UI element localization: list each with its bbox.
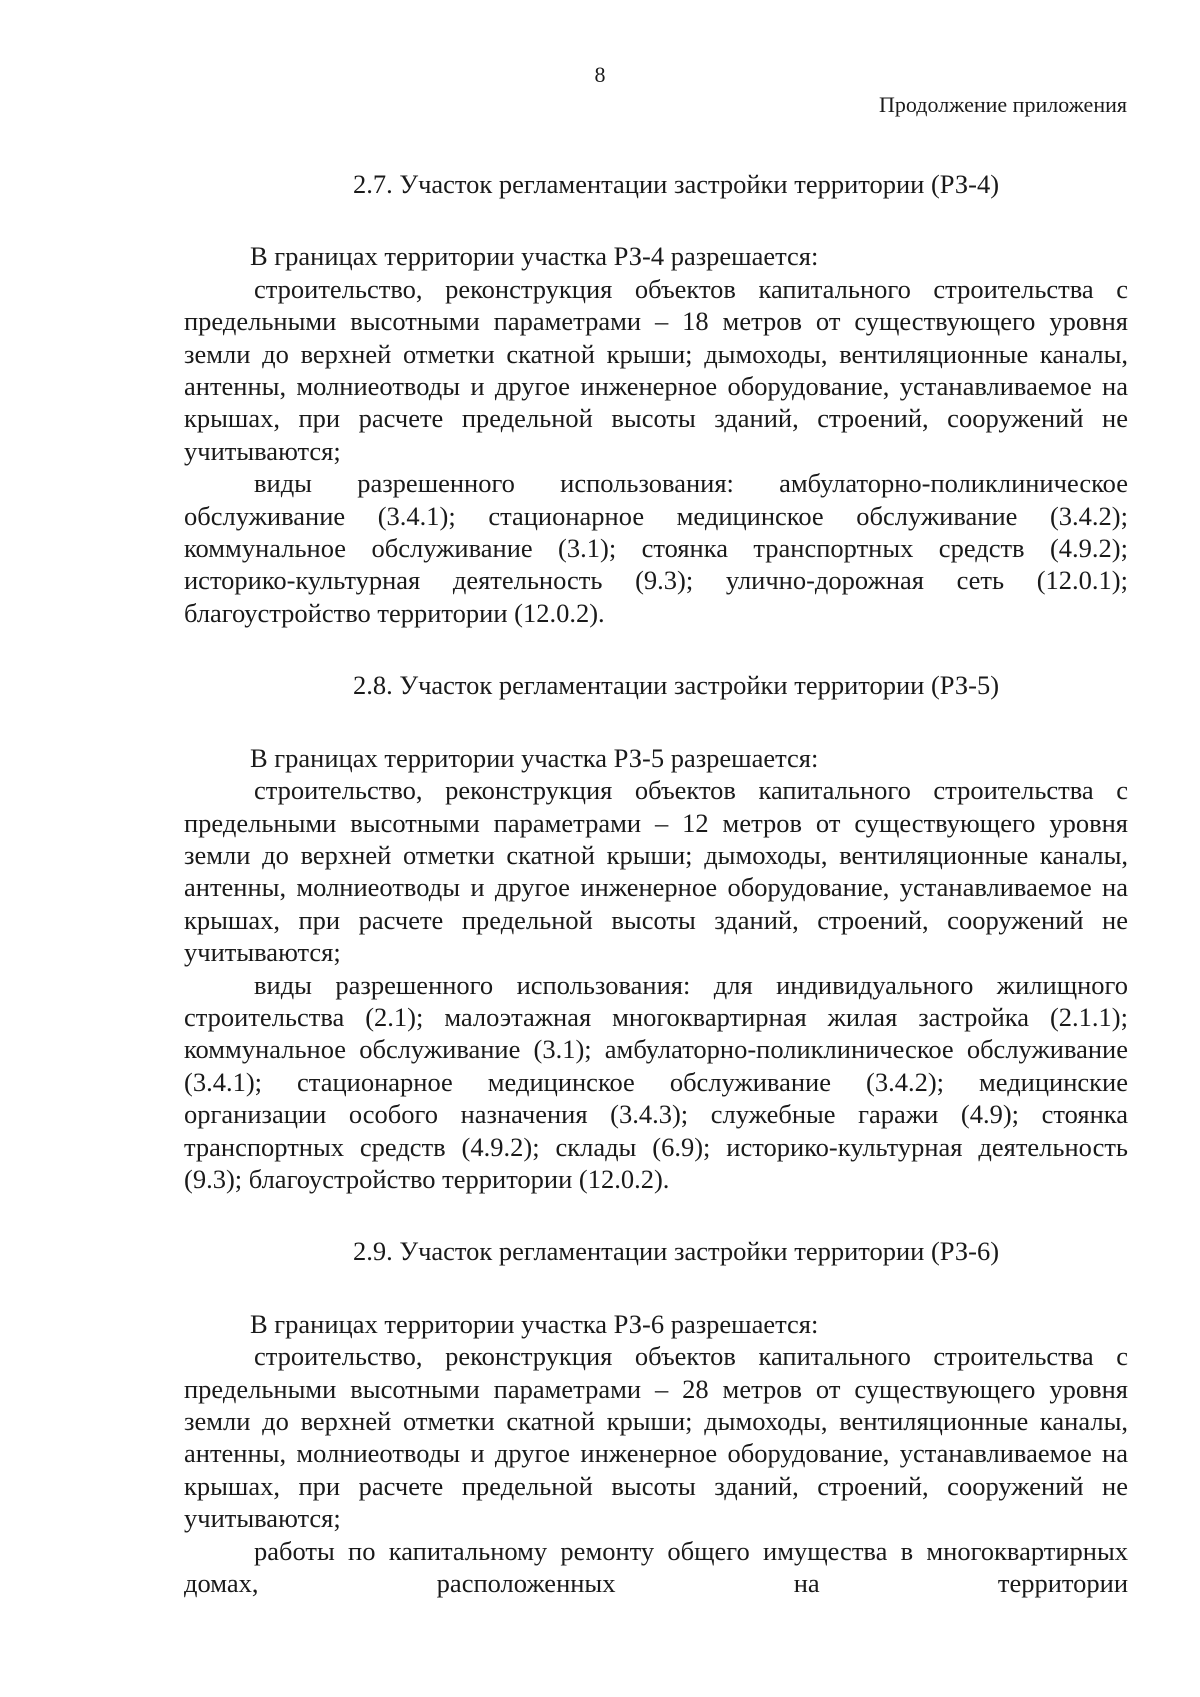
section-rz4	[184, 168, 1128, 629]
section-intro: В границах территории участка РЗ-5 разрешается:	[250, 742, 819, 773]
permitted-uses-paragraph: виды разрешенного использования: для индивидуального жилищного строительства (2.1); малоэтажная многоквартирная жилая застройка (2.1.1); коммунальное обслуживание (3.1); амбулаторно-поликлиническое обслуживание (3.4.1); стационарное медицинское обслуживание (3.4.2); медицинские организации особого назначения (3.4.3); служебные гаражи (4.9); стоянка транспортных средств (4.9.2); склады (6.9); историко-культурная деятельность (9.3); благоустройство территории (12.0.2).	[184, 969, 1128, 1194]
section-rz6	[184, 1235, 1128, 1599]
section-title: 2.7. Участок регламентации застройки территории (РЗ-4)	[352, 169, 1000, 199]
page-number: 8	[594, 62, 606, 87]
permitted-uses-paragraph: виды разрешенного использования: амбулаторно-поликлиническое обслуживание (3.4.1); стационарное медицинское обслуживание (3.4.2); коммунальное обслуживание (3.1); стоянка транспортных средств (4.9.2); историко-культурная деятельность (9.3); улично-дорожная сеть (12.0.1); благоустройство территории (12.0.2).	[184, 468, 1128, 628]
continuation-label: Продолжение приложения	[879, 92, 1127, 117]
construction-paragraph: строительство, реконструкция объектов капитального строительства с предельными высотными параметрами – 12 метров от существующего уровня земли до верхней отметки скатной крыши; дымоходы, вентиляционные каналы, антенны, молниеотводы и другое инженерное оборудование, устанавливаемое на крышах, при расчете предельной высоты зданий, строений, сооружений не учитываются;	[184, 775, 1128, 968]
section-rz5	[184, 669, 1128, 1195]
construction-paragraph: строительство, реконструкция объектов капитального строительства с предельными высотными параметрами – 18 метров от существующего уровня земли до верхней отметки скатной крыши; дымоходы, вентиляционные каналы, антенны, молниеотводы и другое инженерное оборудование, устанавливаемое на крышах, при расчете предельной высоты зданий, строений, сооружений не учитываются;	[184, 273, 1128, 466]
construction-paragraph: строительство, реконструкция объектов капитального строительства с предельными высотными параметрами – 28 метров от существующего уровня земли до верхней отметки скатной крыши; дымоходы, вентиляционные каналы, антенны, молниеотводы и другое инженерное оборудование, устанавливаемое на крышах, при расчете предельной высоты зданий, строений, сооружений не учитываются;	[184, 1341, 1128, 1534]
document-body	[184, 168, 1128, 1599]
section-intro: В границах территории участка РЗ-6 разрешается:	[250, 1308, 819, 1339]
section-title: 2.8. Участок регламентации застройки территории (РЗ-5)	[352, 670, 1000, 701]
section-title: 2.9. Участок регламентации застройки территории (РЗ-6)	[352, 1236, 1000, 1267]
section-intro: В границах территории участка РЗ-4 разрешается:	[250, 241, 819, 272]
section-spacer	[184, 629, 1128, 669]
capital-repair-paragraph: работы по капитальному ремонту общего имущества в многоквартирных домах, расположенных на территории	[184, 1535, 1128, 1599]
section-spacer	[184, 1195, 1128, 1235]
